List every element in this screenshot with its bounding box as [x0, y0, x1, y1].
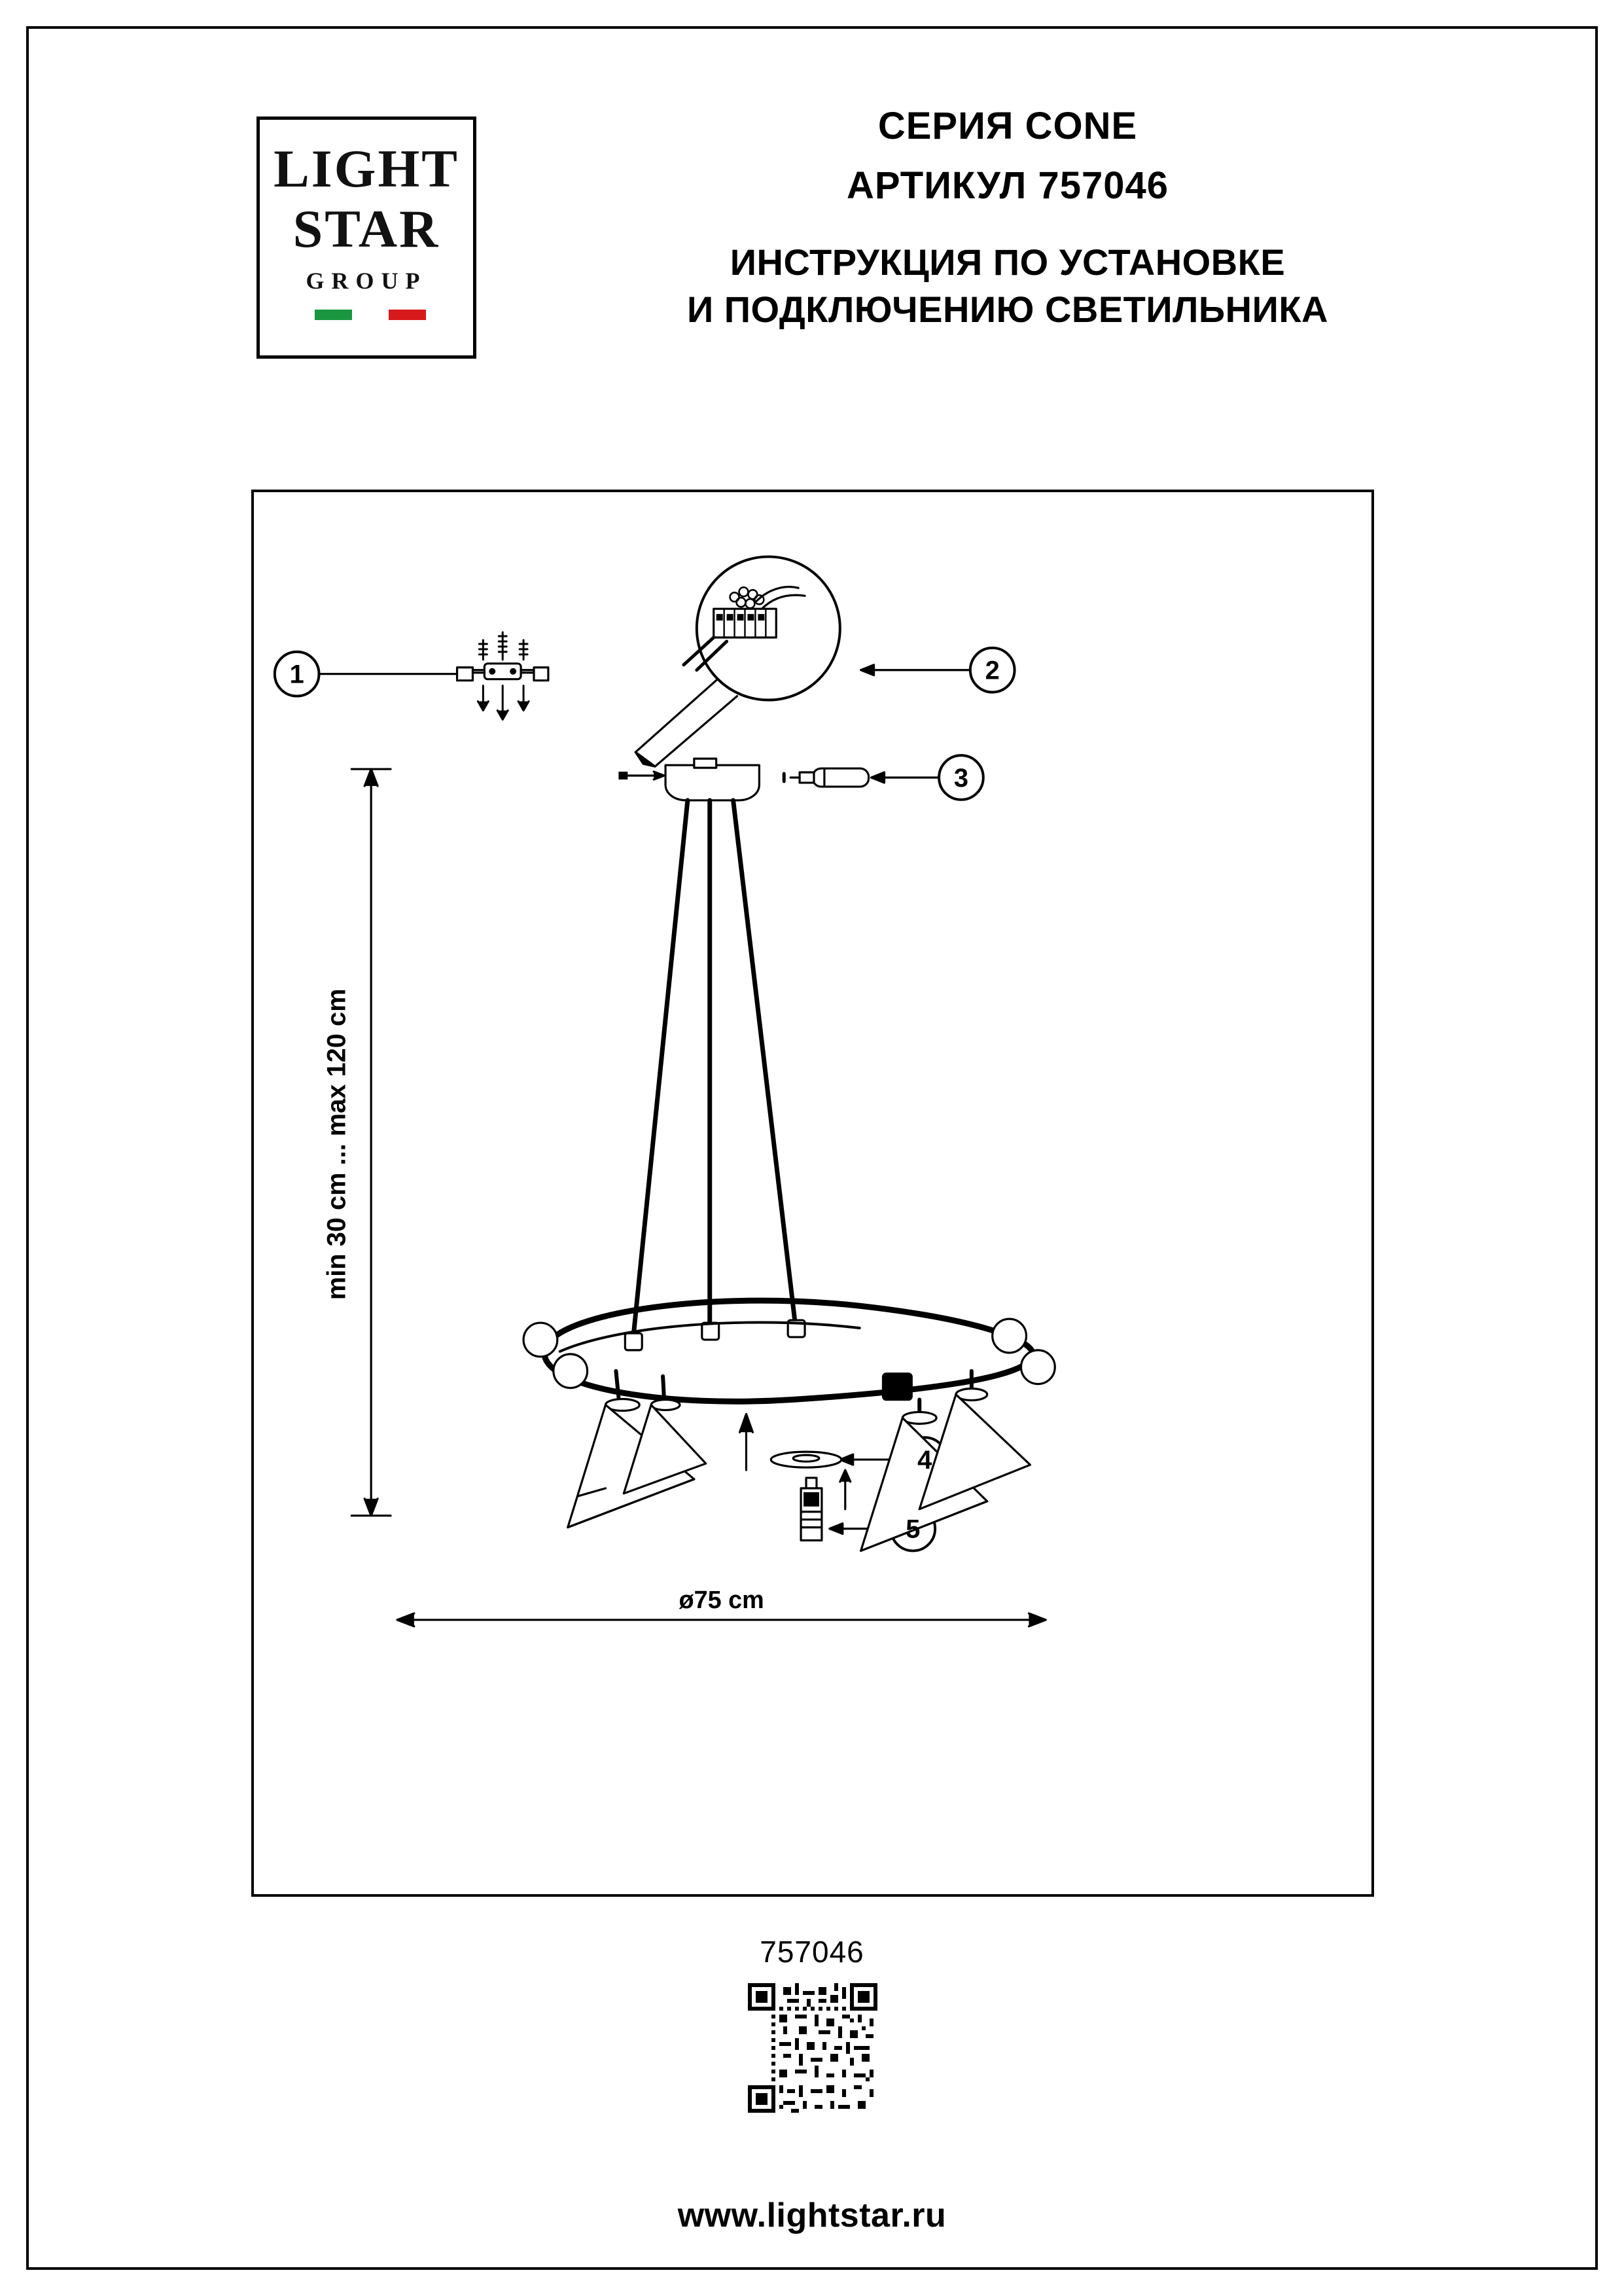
footer-website: www.lightstar.ru: [677, 2197, 947, 2234]
brand-logo: [256, 117, 476, 359]
footer-article-code: 757046: [760, 1935, 864, 1969]
installation-diagram: [251, 490, 1374, 1897]
callout-2-group: [635, 557, 1014, 766]
height-dimension-label: min 30 cm ... max 120 cm: [322, 988, 351, 1300]
chandelier-drawing: [523, 759, 1055, 1551]
callout-1-group: [275, 632, 548, 719]
callout-number-2: 2: [985, 656, 1000, 685]
brand-logo-line1: LIGHT: [274, 139, 459, 198]
callout-number-1: 1: [289, 660, 304, 689]
callout-number-5: 5: [906, 1515, 921, 1544]
instruction-title-line2: И ПОДКЛЮЧЕНИЮ СВЕТИЛЬНИКА: [686, 289, 1328, 331]
italian-flag-icon: [315, 310, 426, 320]
diameter-dimension-label: ø75 cm: [679, 1587, 764, 1615]
article-number: АРТИКУЛ 757046: [847, 164, 1169, 207]
header-block: [563, 105, 1453, 333]
qr-code-svg: [748, 1983, 877, 2113]
assembly-arrow: [740, 1414, 753, 1470]
brand-logo-line3: GROUP: [306, 268, 427, 294]
diagram-svg: [254, 492, 1371, 1894]
series-title: СЕРИЯ CONE: [877, 105, 1138, 147]
callout-number-3: 3: [953, 763, 969, 793]
qr-code: [748, 1983, 877, 2113]
diameter-dimension: [397, 1613, 1046, 1626]
brand-logo-line2: STAR: [292, 199, 440, 259]
instruction-title-line1: ИНСТРУКЦИЯ ПО УСТАНОВКЕ: [730, 242, 1286, 283]
callout-number-4: 4: [917, 1446, 932, 1475]
height-dimension: [351, 769, 391, 1516]
